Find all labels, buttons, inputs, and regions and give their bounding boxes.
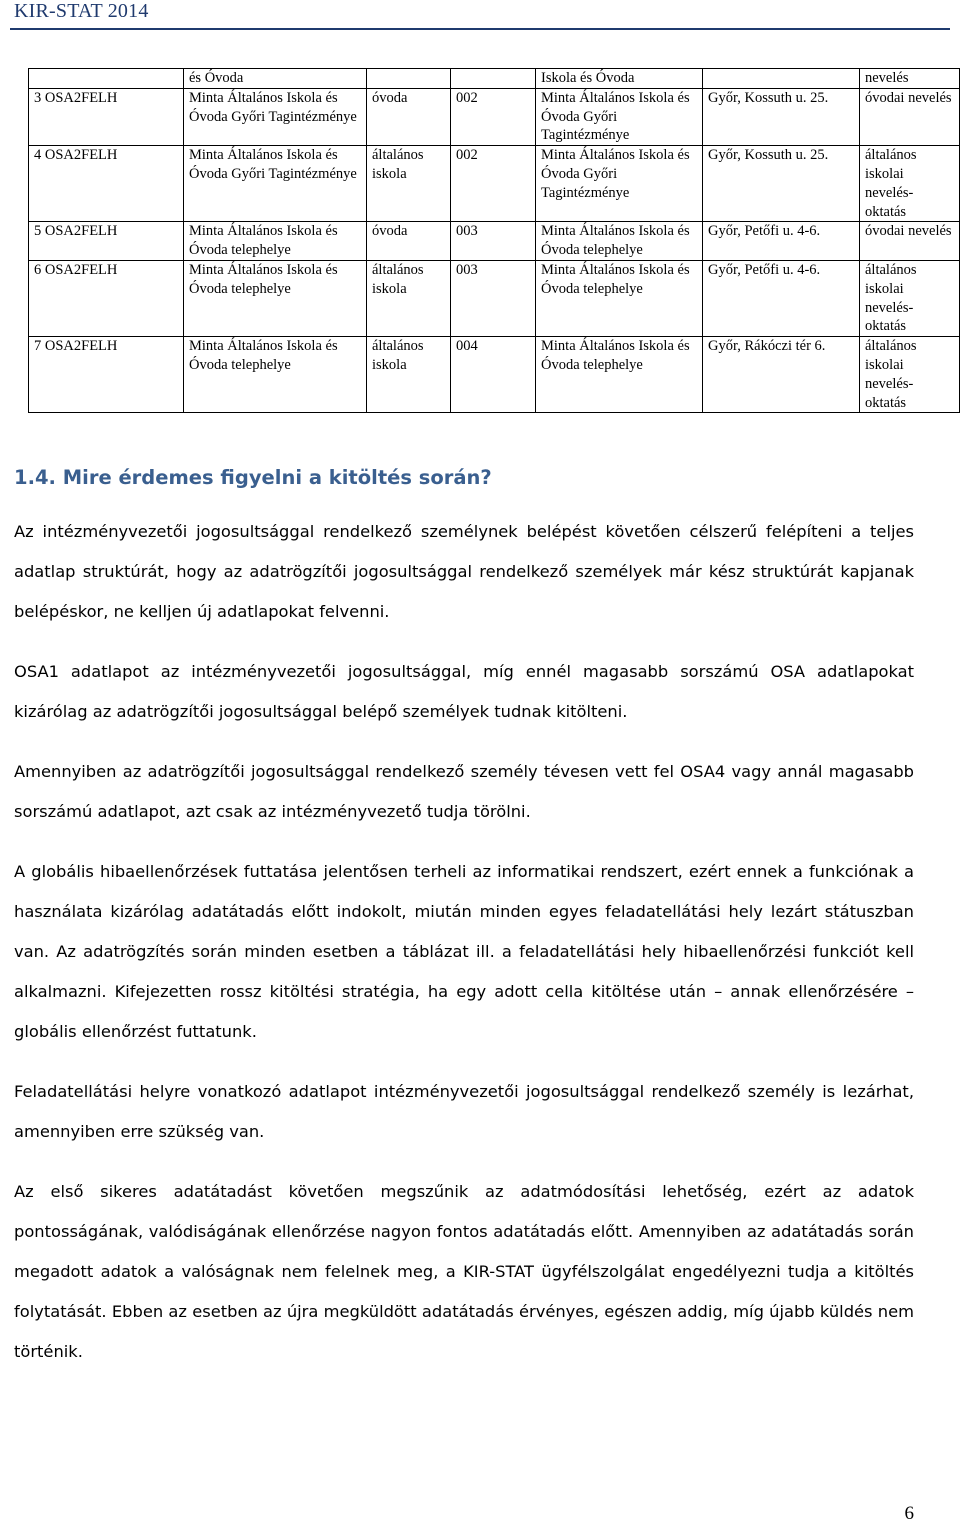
data-table	[28, 68, 960, 413]
table-cell-kind	[367, 69, 451, 89]
paragraph: A globális hibaellenőrzések futtatása jelentősen terheli az informatikai rendszert, ezért ennek a funkciónak a használata kizárólag adatátadás előtt indokolt, miután minden egyes feladatellátási hely lezárt státuszban van. Az adatrögzítés során minden esetben a táblázat ill. a feladatellátási hely hibaellenőrzési funkciót kell alkalmazni. Kifejezetten rossz kitöltési stratégia, ha egy adott cella kitöltése után – annak ellenőrzésére – globális ellenőrzést futtatunk.	[14, 862, 914, 1041]
table-cell-kind: óvoda	[367, 88, 451, 145]
table-cell-code: 003	[451, 260, 536, 336]
table-cell-address	[703, 69, 860, 89]
table-cell-code	[451, 69, 536, 89]
table-cell-address: Győr, Petőfi u. 4-6.	[703, 222, 860, 261]
table-cell-task: nevelés	[860, 69, 960, 89]
table-cell-name: Minta Általános Iskola és Óvoda Győri Tagintézménye	[184, 146, 367, 222]
table-row	[29, 222, 960, 261]
document-header-title: KIR-STAT 2014	[14, 0, 149, 22]
table-cell-task: óvodai nevelés	[860, 222, 960, 261]
table-cell-site: Minta Általános Iskola és Óvoda Győri Tagintézménye	[536, 146, 703, 222]
table-cell-name: Minta Általános Iskola és Óvoda telephelye	[184, 260, 367, 336]
table-row	[29, 337, 960, 413]
table-cell-site: Minta Általános Iskola és Óvoda telephelye	[536, 260, 703, 336]
table-cell-id: 5 OSA2FELH	[29, 222, 184, 261]
table-cell-id	[29, 69, 184, 89]
table-cell-code: 003	[451, 222, 536, 261]
table-cell-task: általános iskolai nevelés-oktatás	[860, 146, 960, 222]
table-cell-task: óvodai nevelés	[860, 88, 960, 145]
table-cell-code: 002	[451, 88, 536, 145]
table-cell-name: Minta Általános Iskola és Óvoda Győri Tagintézménye	[184, 88, 367, 145]
page-number: 6	[904, 1503, 914, 1524]
table-cell-name: Minta Általános Iskola és Óvoda telephelye	[184, 222, 367, 261]
table-cell-name: és Óvoda	[184, 69, 367, 89]
table-cell-site: Minta Általános Iskola és Óvoda Győri Tagintézménye	[536, 88, 703, 145]
paragraph: OSA1 adatlapot az intézményvezetői jogosultsággal, míg ennél magasabb sorszámú OSA adatlapokat kizárólag az adatrögzítői jogosultsággal belépő személyek tudnak kitölteni.	[14, 662, 914, 721]
table-row	[29, 69, 960, 89]
table-cell-id: 6 OSA2FELH	[29, 260, 184, 336]
paragraph: Feladatellátási helyre vonatkozó adatlapot intézményvezetői jogosultsággal rendelkező személy is lezárhat, amennyiben erre szükség van.	[14, 1082, 914, 1141]
table-cell-code: 004	[451, 337, 536, 413]
table-cell-task: általános iskolai nevelés-oktatás	[860, 260, 960, 336]
table-cell-kind: óvoda	[367, 222, 451, 261]
paragraph: Az intézményvezetői jogosultsággal rendelkező személynek belépést követően célszerű felépíteni a teljes adatlap struktúrát, hogy az adatrögzítői jogosultsággal rendelkező személyek már kész struktúrát kapjanak belépéskor, ne kelljen új adatlapokat felvenni.	[14, 522, 914, 621]
table-cell-code: 002	[451, 146, 536, 222]
table-cell-address: Győr, Petőfi u. 4-6.	[703, 260, 860, 336]
table-cell-id: 4 OSA2FELH	[29, 146, 184, 222]
table-cell-address: Győr, Kossuth u. 25.	[703, 146, 860, 222]
table-cell-site: Iskola és Óvoda	[536, 69, 703, 89]
table-row	[29, 260, 960, 336]
table-row	[29, 146, 960, 222]
table-cell-kind: általános iskola	[367, 337, 451, 413]
table-cell-name: Minta Általános Iskola és Óvoda telephelye	[184, 337, 367, 413]
section-heading: 1.4. Mire érdemes figyelni a kitöltés során?	[14, 466, 492, 489]
table-row	[29, 88, 960, 145]
paragraph: Az első sikeres adatátadást követően megszűnik az adatmódosítási lehetőség, ezért az adatok pontosságának, valódiságának ellenőrzése nagyon fontos adatátadás előtt. Amennyiben az adatátadás során megadott adatok a valóságnak nem felelnek meg, a KIR-STAT ügyfélszolgálat engedélyezni tudja a kitöltés folytatását. Ebben az esetben az újra megküldött adatátadás érvényes, egészen addig, míg újabb küldés nem történik.	[14, 1182, 914, 1361]
table-cell-kind: általános iskola	[367, 146, 451, 222]
table-cell-address: Győr, Kossuth u. 25.	[703, 88, 860, 145]
table-cell-address: Győr, Rákóczi tér 6.	[703, 337, 860, 413]
table-cell-id: 7 OSA2FELH	[29, 337, 184, 413]
table-cell-id: 3 OSA2FELH	[29, 88, 184, 145]
table-cell-task: általános iskolai nevelés-oktatás	[860, 337, 960, 413]
table-cell-kind: általános iskola	[367, 260, 451, 336]
table-cell-site: Minta Általános Iskola és Óvoda telephelye	[536, 222, 703, 261]
header-divider	[10, 28, 950, 30]
table-cell-site: Minta Általános Iskola és Óvoda telephelye	[536, 337, 703, 413]
paragraph: Amennyiben az adatrögzítői jogosultsággal rendelkező személy tévesen vett fel OSA4 vagy annál magasabb sorszámú adatlapot, azt csak az intézményvezető tudja törölni.	[14, 762, 914, 821]
